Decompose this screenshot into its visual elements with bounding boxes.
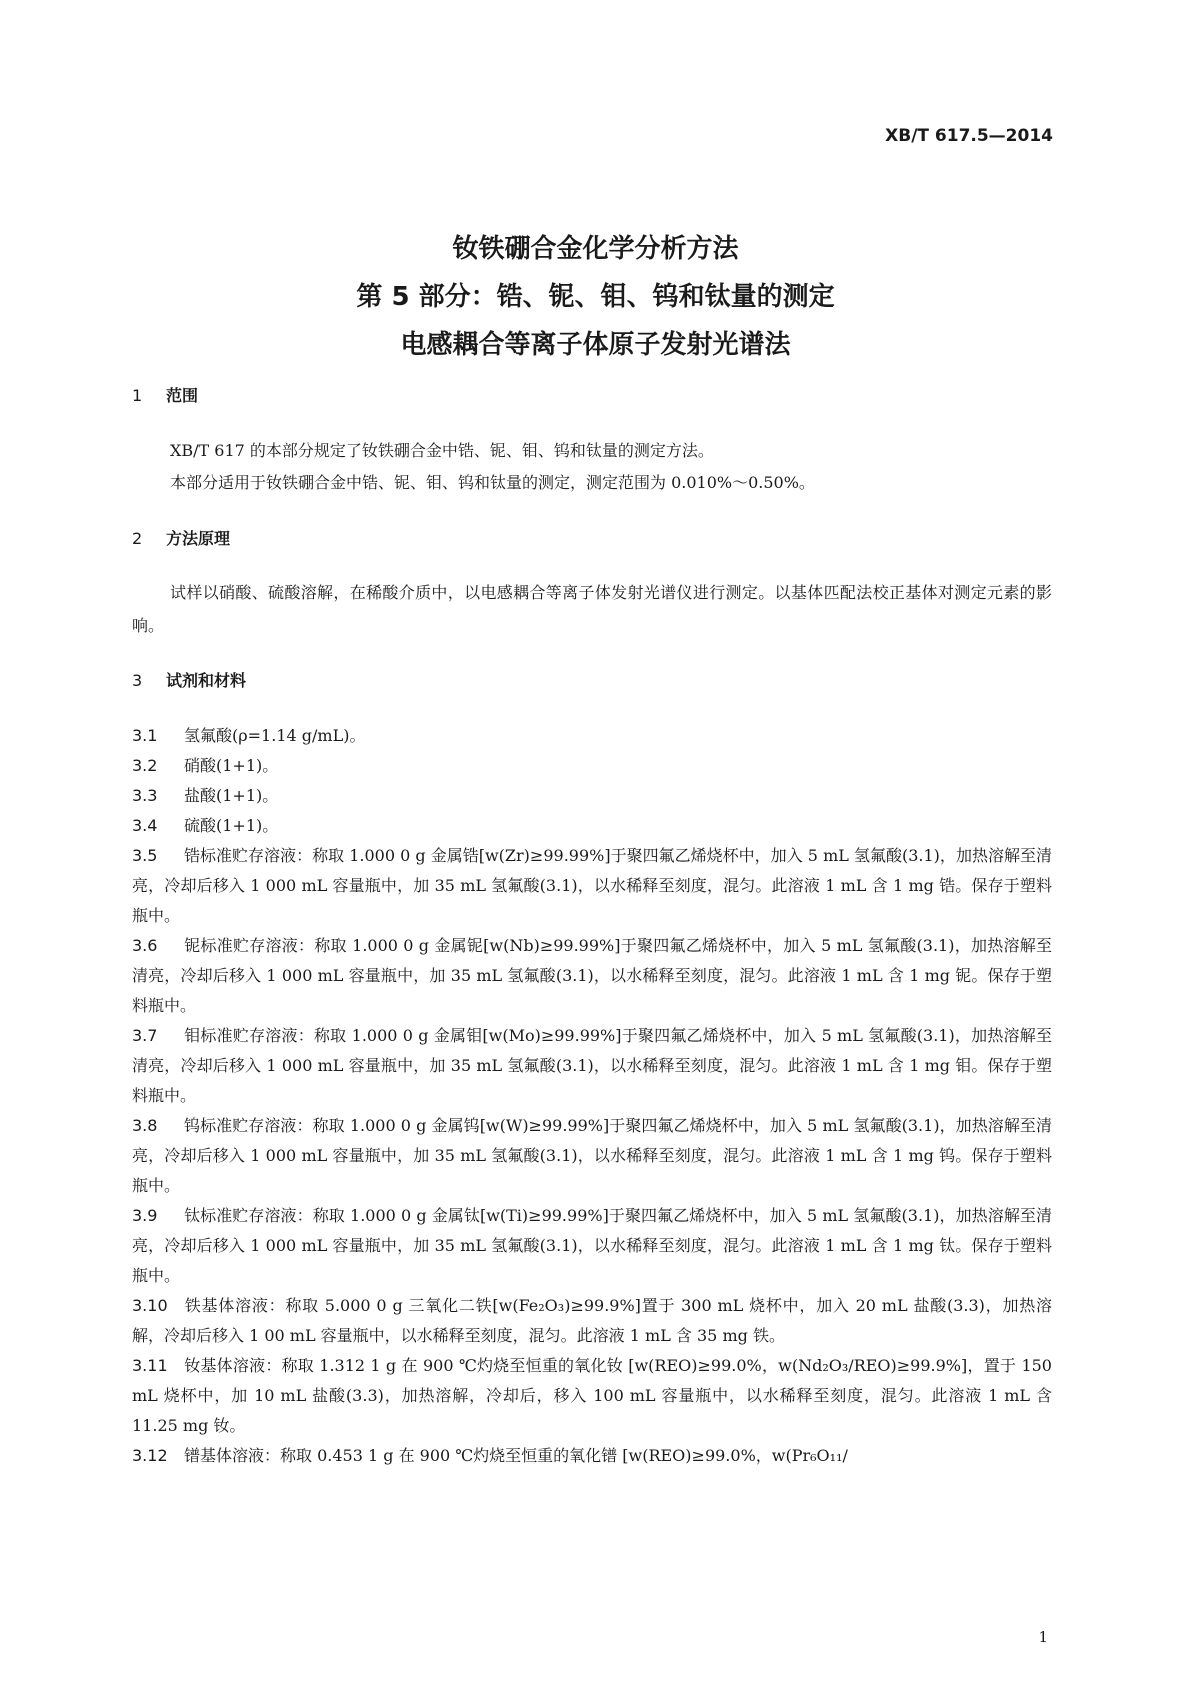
item-text: 硝酸(1+1)。 xyxy=(184,756,279,775)
section-number: 2 xyxy=(132,529,143,548)
item-number: 3.4 xyxy=(132,816,158,835)
section-title: 试剂和材料 xyxy=(166,671,247,690)
section-1-heading xyxy=(132,383,198,406)
title-line-1: 钕铁硼合金化学分析方法 xyxy=(452,234,739,264)
section-1-paragraph-1: XB/T 617 的本部分规定了钕铁硼合金中锆、铌、钼、钨和钛量的测定方法。 xyxy=(170,441,714,460)
section-title: 方法原理 xyxy=(166,529,231,548)
item-text: 钛标准贮存溶液：称取 1.000 0 g 金属钛[w(Ti)≥99.99%]于聚四氟乙烯烧杯中，加入 5 mL 氢氟酸(3.1)，加热溶解至清亮，冷却后移入 1 000 mL 容量瓶中，加 35 mL 氢氟酸(3.1)，以水稀释至刻度，混匀。此溶液 1 mL 含 1 mg 钛。保存于塑料瓶中。 xyxy=(132,1206,1052,1285)
item-text: 铌标准贮存溶液：称取 1.000 0 g 金属铌[w(Nb)≥99.99%]于聚四氟乙烯烧杯中，加入 5 mL 氢氟酸(3.1)，加热溶解至清亮，冷却后移入 1 000 mL 容量瓶中，加 35 mL 氢氟酸(3.1)，以水稀释至刻度，混匀。此溶液 1 mL 含 1 mg 铌。保存于塑料瓶中。 xyxy=(132,936,1052,1015)
list-item xyxy=(132,1201,1052,1291)
list-item xyxy=(132,1291,1052,1351)
section-number: 1 xyxy=(132,386,143,405)
list-item xyxy=(132,1441,1052,1471)
item-number: 3.11 xyxy=(132,1356,168,1375)
section-1-paragraph-2: 本部分适用于钕铁硼合金中锆、铌、钼、钨和钛量的测定，测定范围为 0.010%～0.50%。 xyxy=(170,473,815,492)
list-item xyxy=(132,841,1052,931)
item-text: 钼标准贮存溶液：称取 1.000 0 g 金属钼[w(Mo)≥99.99%]于聚四氟乙烯烧杯中，加入 5 mL 氢氟酸(3.1)，加热溶解至清亮，冷却后移入 1 000 mL 容量瓶中，加 35 mL 氢氟酸(3.1)，以水稀释至刻度，混匀。此溶液 1 mL 含 1 mg 钼。保存于塑料瓶中。 xyxy=(132,1026,1052,1105)
section-2-paragraph-1: 试样以硝酸、硫酸溶解，在稀酸介质中，以电感耦合等离子体发射光谱仪进行测定。以基体匹配法校正基体对测定元素的影响。 xyxy=(132,583,1052,635)
section-3-heading xyxy=(132,668,246,691)
item-number: 3.6 xyxy=(132,936,158,955)
title-line-3: 电感耦合等离子体原子发射光谱法 xyxy=(400,330,791,360)
list-item xyxy=(132,931,1052,1021)
list-item xyxy=(132,781,1052,811)
section-number: 3 xyxy=(132,671,143,690)
item-number: 3.10 xyxy=(132,1296,168,1315)
section-title: 范围 xyxy=(166,386,199,405)
list-item xyxy=(132,1351,1052,1441)
standard-code: XB/T 617.5—2014 xyxy=(885,126,1053,146)
item-text: 镨基体溶液：称取 0.453 1 g 在 900 ℃灼烧至恒重的氧化镨 [w(REO)≥99.0%，w(Pr₆O₁₁/ xyxy=(184,1446,848,1465)
item-text: 盐酸(1+1)。 xyxy=(184,786,279,805)
list-item xyxy=(132,1111,1052,1201)
item-text: 锆标准贮存溶液：称取 1.000 0 g 金属锆[w(Zr)≥99.99%]于聚四氟乙烯烧杯中，加入 5 mL 氢氟酸(3.1)，加热溶解至清亮，冷却后移入 1 000 mL 容量瓶中，加 35 mL 氢氟酸(3.1)，以水稀释至刻度，混匀。此溶液 1 mL 含 1 mg 锆。保存于塑料瓶中。 xyxy=(132,846,1052,925)
title-line-2: 第 5 部分：锆、铌、钼、钨和钛量的测定 xyxy=(356,282,835,312)
list-item xyxy=(132,1021,1052,1111)
page-number: 1 xyxy=(1038,1628,1048,1646)
item-number: 3.12 xyxy=(132,1446,168,1465)
item-number: 3.8 xyxy=(132,1116,158,1135)
item-number: 3.9 xyxy=(132,1206,158,1225)
item-text: 钨标准贮存溶液：称取 1.000 0 g 金属钨[w(W)≥99.99%]于聚四氟乙烯烧杯中，加入 5 mL 氢氟酸(3.1)，加热溶解至清亮，冷却后移入 1 000 mL 容量瓶中，加 35 mL 氢氟酸(3.1)，以水稀释至刻度，混匀。此溶液 1 mL 含 1 mg 钨。保存于塑料瓶中。 xyxy=(132,1116,1052,1195)
item-number: 3.2 xyxy=(132,756,158,775)
item-number: 3.7 xyxy=(132,1026,158,1045)
list-item xyxy=(132,751,1052,781)
list-item xyxy=(132,811,1052,841)
item-text: 铁基体溶液：称取 5.000 0 g 三氧化二铁[w(Fe₂O₃)≥99.9%]置于 300 mL 烧杯中，加入 20 mL 盐酸(3.3)，加热溶解，冷却后移入 1 00 mL 容量瓶中，以水稀释至刻度，混匀。此溶液 1 mL 含 35 mg 铁。 xyxy=(132,1296,1052,1345)
item-number: 3.3 xyxy=(132,786,158,805)
item-number: 3.5 xyxy=(132,846,158,865)
item-text: 硫酸(1+1)。 xyxy=(184,816,279,835)
document-title xyxy=(0,225,1191,369)
item-text: 钕基体溶液：称取 1.312 1 g 在 900 ℃灼烧至恒重的氧化钕 [w(REO)≥99.0%，w(Nd₂O₃/REO)≥99.9%]，置于 150 mL 烧杯中，加 10 mL 盐酸(3.3)，加热溶解，冷却后，移入 100 mL 容量瓶中，以水稀释至刻度，混匀。此溶液 1 mL 含 11.25 mg 钕。 xyxy=(132,1356,1052,1435)
item-number: 3.1 xyxy=(132,726,158,745)
section-2-heading xyxy=(132,526,230,549)
item-text: 氢氟酸(ρ=1.14 g/mL)。 xyxy=(184,726,366,745)
list-item xyxy=(132,721,1052,751)
